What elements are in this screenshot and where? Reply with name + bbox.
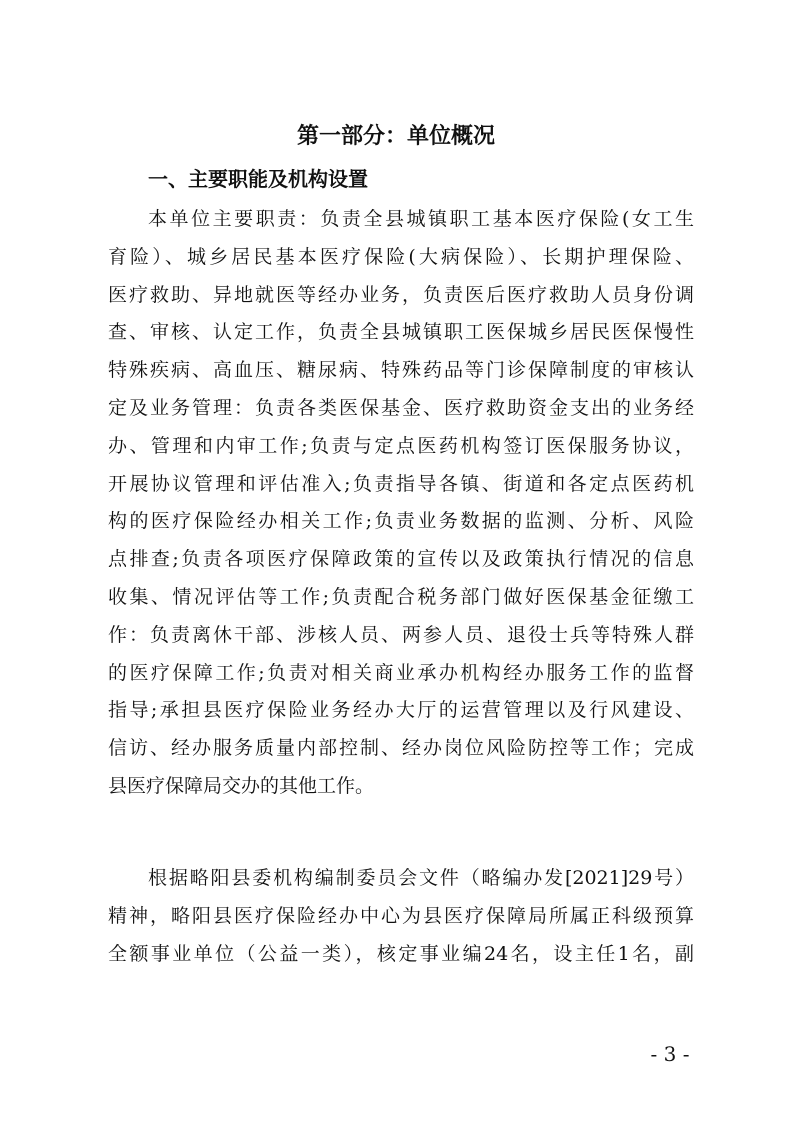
paragraph-line: 收集、情况评估等工作;负责配合税务部门做好医保基金征缴工 xyxy=(108,585,694,608)
section-heading: 一、主要职能及机构设置 xyxy=(148,167,368,191)
duties-paragraph xyxy=(108,201,694,806)
paragraph-line: 县医疗保障局交办的其他工作。 xyxy=(108,774,375,797)
paragraph-line: 点排查;负责各项医疗保障政策的宣传以及政策执行情况的信息 xyxy=(108,548,694,571)
paragraph-line: 育险）、城乡居民基本医疗保险(大病保险）、长期护理保险、 xyxy=(108,245,694,268)
staffing-paragraph xyxy=(108,860,694,973)
paragraph-line: 查、审核、认定工作，负责全县城镇职工医保城乡居民医保慢性 xyxy=(108,321,694,344)
paragraph-line: 定及业务管理：负责各类医保基金、医疗救助资金支出的业务经 xyxy=(108,396,694,419)
paragraph-line: 信访、经办服务质量内部控制、经办岗位风险防控等工作；完成 xyxy=(108,737,694,760)
paragraph-line: 全额事业单位（公益一类），核定事业编24名，设主任1名，副 xyxy=(108,942,694,965)
paragraph-line: 特殊疾病、高血压、糖尿病、特殊药品等门诊保障制度的审核认 xyxy=(108,359,694,382)
paragraph-line: 的医疗保障工作;负责对相关商业承办机构经办服务工作的监督 xyxy=(108,661,694,684)
paragraph-line: 根据略阳县委机构编制委员会文件（略编办发[2021]29号） xyxy=(148,867,694,889)
paragraph-line: 开展协议管理和评估准入;负责指导各镇、街道和各定点医药机 xyxy=(108,472,694,495)
paragraph-line: 构的医疗保险经办相关工作;负责业务数据的监测、分析、风险 xyxy=(108,510,694,533)
paragraph-line: 作：负责离休干部、涉核人员、两参人员、退役士兵等特殊人群 xyxy=(108,623,694,646)
page-number: - 3 - xyxy=(650,1042,690,1066)
paragraph-line: 办、管理和内审工作;负责与定点医药机构签订医保服务协议， xyxy=(108,434,694,457)
paragraph-line: 医疗救助、异地就医等经办业务，负责医后医疗救助人员身份调 xyxy=(108,283,694,306)
part-title: 第一部分：单位概况 xyxy=(296,124,495,149)
paragraph-line: 本单位主要职责：负责全县城镇职工基本医疗保险(女工生 xyxy=(148,208,694,230)
paragraph-line: 精神，略阳县医疗保险经办中心为县医疗保障局所属正科级预算 xyxy=(108,904,694,927)
paragraph-line: 指导;承担县医疗保险业务经办大厅的运营管理以及行风建设、 xyxy=(108,699,694,722)
